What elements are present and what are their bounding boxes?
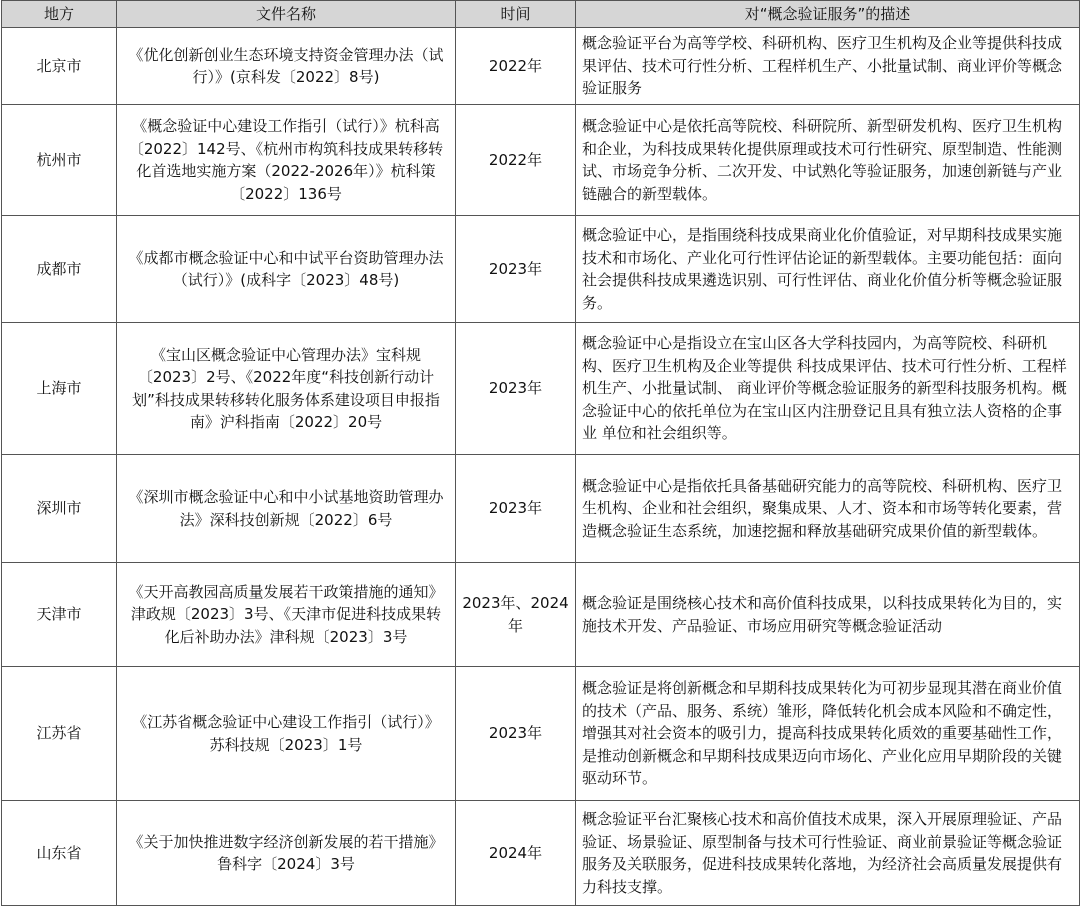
table-row	[2, 455, 1080, 563]
cell-description: 概念验证平台为高等学校、科研机构、医疗卫生机构及企业等提供科技成果评估、技术可行性分析、工程样机生产、小批量试制、商业评价等概念验证服务	[576, 28, 1080, 105]
cell-region: 上海市	[2, 323, 117, 455]
header-description: 对“概念验证服务”的描述	[576, 1, 1080, 28]
cell-description: 概念验证中心，是指围绕科技成果商业化价值验证，对早期科技成果实施技术和市场化、产业化可行性评估论证的新型载体。主要功能包括：面向社会提供科技成果遴选识别、可行性评估、商业化价值分析等概念验证服务。	[576, 216, 1080, 323]
cell-time: 2023年	[456, 323, 576, 455]
cell-time: 2022年	[456, 28, 576, 105]
cell-time: 2023年	[456, 667, 576, 801]
header-region: 地方	[2, 1, 117, 28]
table-row	[2, 801, 1080, 906]
cell-region: 山东省	[2, 801, 117, 906]
cell-region: 北京市	[2, 28, 117, 105]
cell-region: 杭州市	[2, 105, 117, 216]
cell-document: 《优化创新创业生态环境支持资金管理办法（试行）》(京科发〔2022〕8号)	[117, 28, 456, 105]
table-row	[2, 105, 1080, 216]
table-row	[2, 563, 1080, 667]
cell-time: 2023年、2024年	[456, 563, 576, 667]
cell-description: 概念验证中心是依托高等院校、科研院所、新型研发机构、医疗卫生机构和企业，为科技成果转化提供原理或技术可行性研究、原型制造、性能测试、市场竞争分析、二次开发、中试熟化等验证服务，加速创新链与产业链融合的新型载体。	[576, 105, 1080, 216]
cell-region: 深圳市	[2, 455, 117, 563]
header-row	[2, 1, 1080, 28]
cell-document: 《宝山区概念验证中心管理办法》宝科规〔2023〕2号、《2022年度“科技创新行动计划”科技成果转移转化服务体系建设项目申报指南》沪科指南〔2022〕20号	[117, 323, 456, 455]
cell-region: 天津市	[2, 563, 117, 667]
table-row	[2, 216, 1080, 323]
cell-time: 2022年	[456, 105, 576, 216]
cell-document: 《关于加快推进数字经济创新发展的若干措施》鲁科字〔2024〕3号	[117, 801, 456, 906]
cell-region: 江苏省	[2, 667, 117, 801]
table-row	[2, 323, 1080, 455]
cell-document: 《概念验证中心建设工作指引（试行）》杭科高〔2022〕142号、《杭州市构筑科技成果转移转化首选地实施方案（2022-2026年）》杭科策〔2022〕136号	[117, 105, 456, 216]
cell-document: 《江苏省概念验证中心建设工作指引（试行）》苏科技规〔2023〕1号	[117, 667, 456, 801]
header-time: 时间	[456, 1, 576, 28]
cell-description: 概念验证中心是指设立在宝山区各大学科技园内，为高等院校、科研机构、医疗卫生机构及企业等提供 科技成果评估、技术可行性分析、工程样机生产、小批量试制、 商业评价等概念验证服务的新型科技服务机构。概念验证中心的依托单位为在宝山区内注册登记且具有独立法人资格的企事业 单位和社会组织等。	[576, 323, 1080, 455]
cell-document: 《深圳市概念验证中心和中小试基地资助管理办法》深科技创新规〔2022〕6号	[117, 455, 456, 563]
header-document: 文件名称	[117, 1, 456, 28]
cell-document: 《成都市概念验证中心和中试平台资助管理办法（试行）》(成科字〔2023〕48号)	[117, 216, 456, 323]
table-row	[2, 667, 1080, 801]
cell-description: 概念验证是将创新概念和早期科技成果转化为可初步显现其潜在商业价值的技术（产品、服务、系统）雏形，降低转化机会成本风险和不确定性，增强其对社会资本的吸引力，提高科技成果转化质效的重要基础性工作，是推动创新概念和早期科技成果迈向市场化、产业化应用早期阶段的关键驱动环节。	[576, 667, 1080, 801]
cell-description: 概念验证平台汇聚核心技术和高价值技术成果，深入开展原理验证、产品验证、场景验证、原型制备与技术可行性验证、商业前景验证等概念验证服务及关联服务，促进科技成果转化落地，为经济社会高质量发展提供有力科技支撑。	[576, 801, 1080, 906]
cell-time: 2023年	[456, 455, 576, 563]
cell-description: 概念验证中心是指依托具备基础研究能力的高等院校、科研机构、医疗卫生机构、企业和社会组织，聚集成果、人才、资本和市场等转化要素，营造概念验证生态系统，加速挖掘和释放基础研究成果价值的新型载体。	[576, 455, 1080, 563]
cell-description: 概念验证是围绕核心技术和高价值科技成果，以科技成果转化为目的，实施技术开发、产品验证、市场应用研究等概念验证活动	[576, 563, 1080, 667]
cell-time: 2023年	[456, 216, 576, 323]
policy-table	[1, 0, 1080, 906]
cell-time: 2024年	[456, 801, 576, 906]
table-row	[2, 28, 1080, 105]
cell-region: 成都市	[2, 216, 117, 323]
cell-document: 《天开高教园高质量发展若干政策措施的通知》津政规〔2023〕3号、《天津市促进科技成果转化后补助办法》津科规〔2023〕3号	[117, 563, 456, 667]
